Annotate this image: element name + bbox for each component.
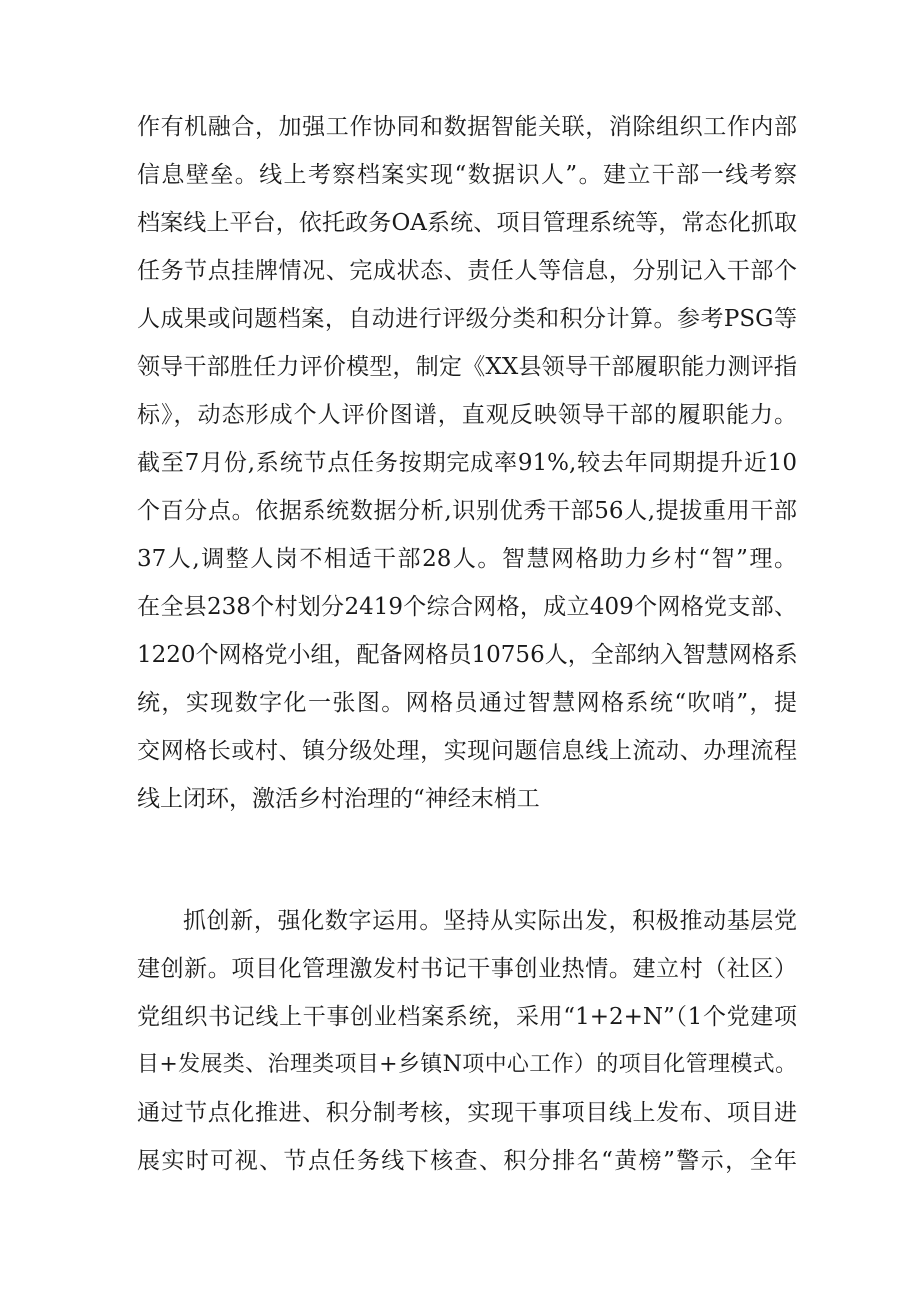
paragraph-1-line-1: 作有机融合，加强工作协同和数据智能关联，消除组织工作内部	[137, 114, 797, 140]
paragraph-2-line-3: 党组织书记线上干事创业档案系统，采用“1+2+N”（1个党建项	[137, 1004, 797, 1030]
paragraph-1-line-13: 统，实现数字化一张图。网格员通过智慧网格系统“吹哨”，提	[137, 690, 797, 716]
paragraph-1-line-9: 个百分点。依据系统数据分析,识别优秀干部56人,提拔重用干部	[137, 498, 797, 524]
paragraph-2-line-2: 建创新。项目化管理激发村书记干事创业热情。建立村（社区）	[137, 956, 797, 982]
paragraph-2-line-5: 通过节点化推进、积分制考核，实现干事项目线上发布、项目进	[137, 1100, 797, 1126]
paragraph-1-line-5: 人成果或问题档案，自动进行评级分类和积分计算。参考PSG等	[137, 306, 797, 332]
paragraph-1-line-10: 37人,调整人岗不相适干部28人。智慧网格助力乡村“智”理。	[137, 546, 797, 572]
paragraph-1-line-3: 档案线上平台，依托政务OA系统、项目管理系统等，常态化抓取	[137, 210, 797, 236]
paragraph-2-line-1: 抓创新，强化数字运用。坚持从实际出发，积极推动基层党	[183, 908, 797, 934]
paragraph-1-line-12: 1220个网格党小组，配备网格员10756人，全部纳入智慧网格系	[137, 642, 798, 668]
paragraph-1-line-15: 线上闭环，激活乡村治理的“神经末梢工	[137, 786, 540, 812]
paragraph-1-line-4: 任务节点挂牌情况、完成状态、责任人等信息，分别记入干部个	[137, 258, 797, 284]
paragraph-1-line-11: 在全县238个村划分2419个综合网格，成立409个网格党支部、	[137, 594, 797, 620]
paragraph-1-line-6: 领导干部胜任力评价模型，制定《XX县领导干部履职能力测评指	[137, 354, 797, 380]
paragraph-1-line-14: 交网格长或村、镇分级处理，实现问题信息线上流动、办理流程	[137, 738, 797, 764]
paragraph-1-line-2: 信息壁垒。线上考察档案实现“数据识人”。建立干部一线考察	[137, 162, 797, 188]
paragraph-2-line-6: 展实时可视、节点任务线下核查、积分排名“黄榜”警示，全年	[137, 1148, 797, 1174]
paragraph-1-line-8: 截至7月份,系统节点任务按期完成率91%,较去年同期提升近10	[137, 450, 797, 476]
paragraph-2-line-4: 目+发展类、治理类项目+乡镇N项中心工作）的项目化管理模式。	[137, 1052, 797, 1077]
paragraph-1-line-7: 标》，动态形成个人评价图谱，直观反映领导干部的履职能力。	[137, 402, 797, 428]
